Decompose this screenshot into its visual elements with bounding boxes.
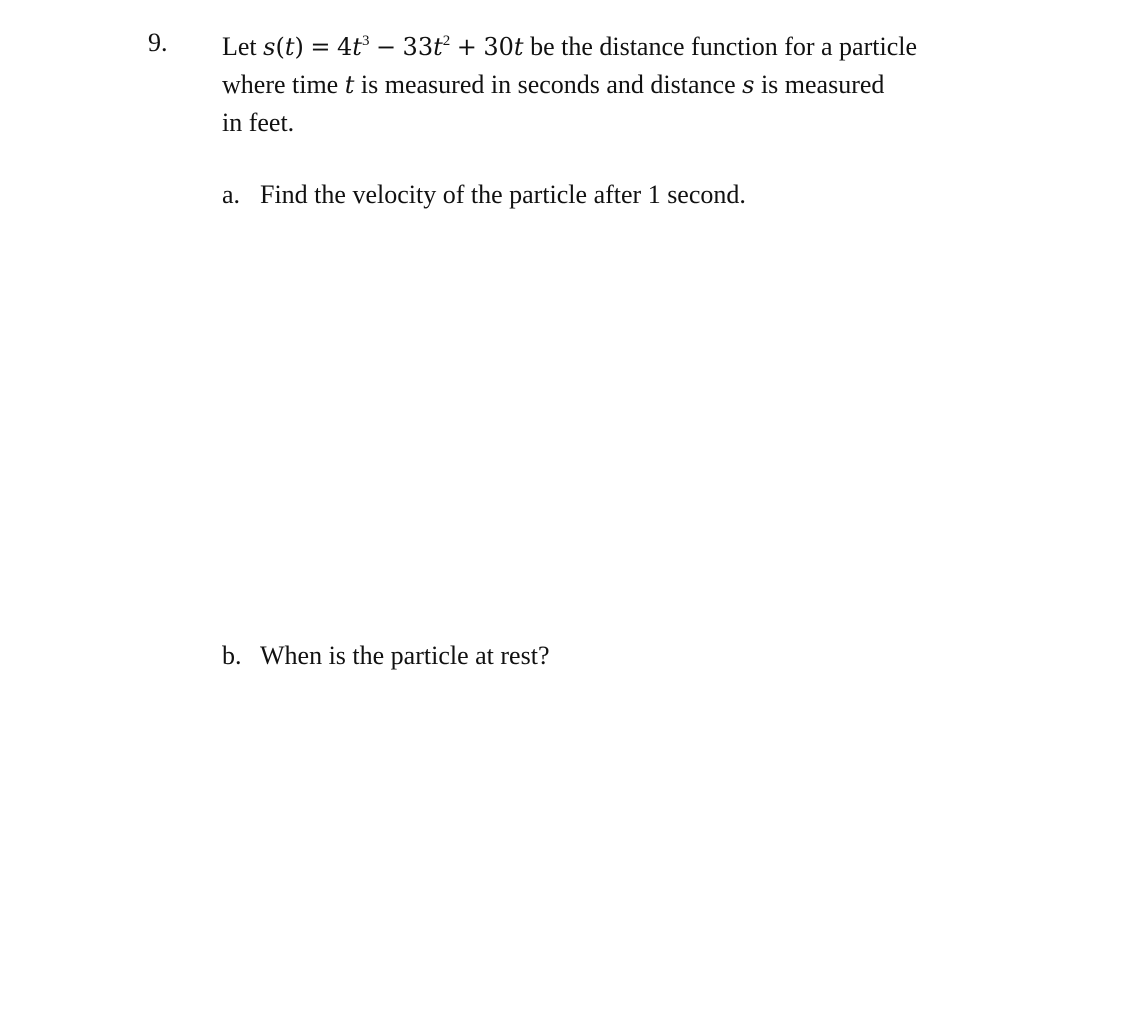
coeff-30: 30 xyxy=(483,33,514,61)
term3-var: t xyxy=(513,33,524,61)
stem-line-1: Let $s(t) = 4t^3 - 33t^2 + 30t$ be the distance function for a particle xyxy=(222,32,918,61)
part-b-label: b. xyxy=(222,641,242,670)
var-s-inline: s xyxy=(742,71,755,99)
line2-prefix: where time xyxy=(222,70,339,99)
question-stem xyxy=(222,28,1062,142)
var-t-inline: t xyxy=(344,71,355,99)
var-t: t xyxy=(284,33,295,61)
exponent-2: 2 xyxy=(442,33,451,49)
coeff-33: 33 xyxy=(402,33,434,61)
part-a-text: Find the velocity of the particle after 1 second. xyxy=(260,180,746,209)
term1-var: t xyxy=(352,33,362,61)
part-b-text: When is the particle at rest? xyxy=(260,641,550,670)
coeff-4: 4 xyxy=(337,33,353,61)
stem-line-2 xyxy=(222,66,1062,104)
plus-sign: + xyxy=(456,33,477,61)
stem-line-3: in feet. xyxy=(222,108,295,137)
line2-suffix: is measured xyxy=(760,70,885,99)
part-a xyxy=(222,180,746,210)
equals-sign: = xyxy=(310,33,331,61)
term2-var: t xyxy=(433,33,443,61)
part-a-label: a. xyxy=(222,180,241,209)
minus-sign: − xyxy=(375,33,397,61)
line2-middle: is measured in seconds and distance xyxy=(360,70,736,99)
stem-rest-1: be the distance function for a particle xyxy=(530,32,918,61)
exponent-3: 3 xyxy=(361,33,370,49)
question-number: 9. xyxy=(148,28,168,57)
function-s: s xyxy=(263,33,276,61)
intro-word: Let xyxy=(222,32,257,61)
part-b xyxy=(222,641,549,671)
